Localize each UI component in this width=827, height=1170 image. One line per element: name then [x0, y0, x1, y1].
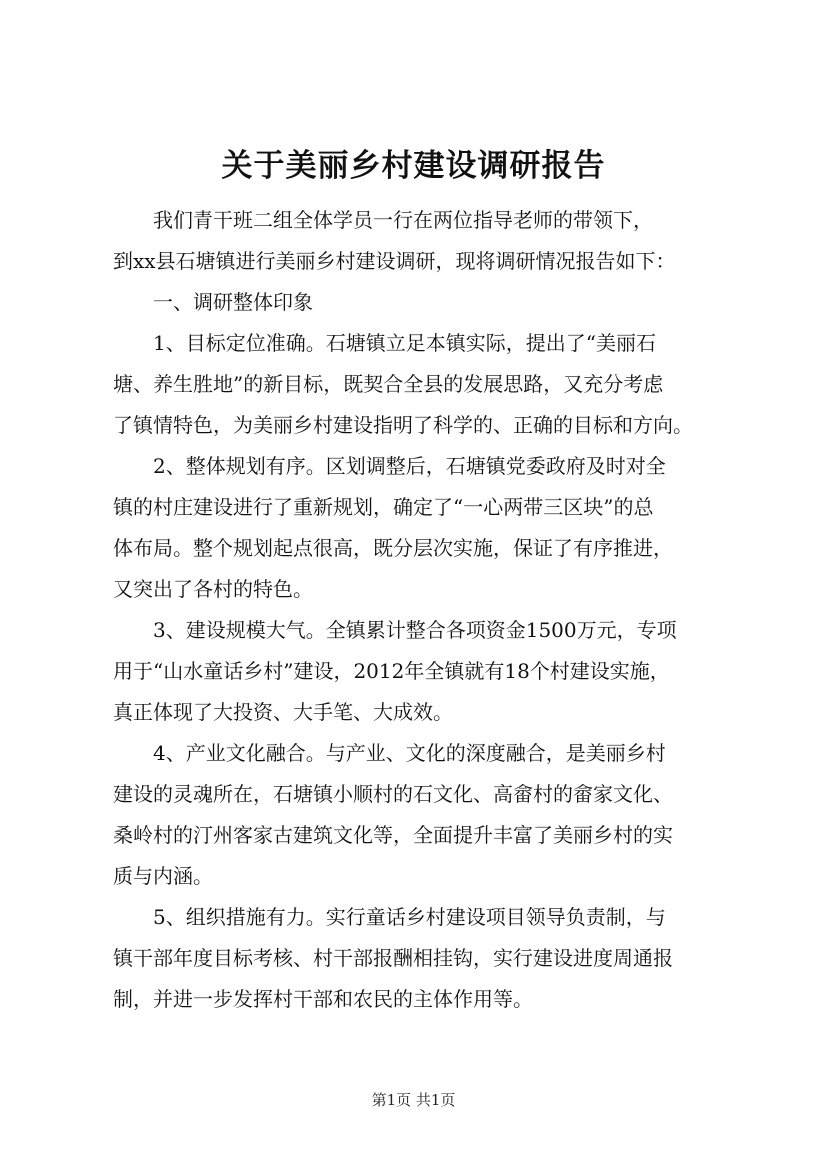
body-line: 1、目标定位准确。石塘镇立足本镇实际，提出了“美丽石 — [153, 331, 656, 355]
body-line: 2、整体规划有序。区划调整后，石塘镇党委政府及时对全 — [153, 454, 666, 478]
body-line: 制，并进一步发挥村干部和农民的主体作用等。 — [113, 987, 533, 1011]
body-line: 镇干部年度目标考核、村干部报酬相挂钩，实行建设进度周通报 — [113, 946, 673, 970]
page-footer: 第1页 共1页 — [371, 1091, 456, 1109]
body-line: 桑岭村的汀州客家古建筑文化等，全面提升丰富了美丽乡村的实 — [113, 823, 673, 847]
body-line: 到xx县石塘镇进行美丽乡村建设调研，现将调研情况报告如下： — [113, 249, 676, 273]
document-title: 关于美丽乡村建设调研报告 — [221, 148, 606, 184]
document-body — [113, 200, 713, 1020]
body-line: 用于“山水童话乡村”建设，2012年全镇就有18个村建设实施， — [113, 659, 670, 683]
body-line: 真正体现了大投资、大手笔、大成效。 — [113, 700, 453, 724]
body-line: 又突出了各村的特色。 — [113, 577, 313, 601]
body-line: 一、调研整体印象 — [153, 290, 313, 314]
body-line: 5、组织措施有力。实行童话乡村建设项目领导负责制，与 — [153, 905, 666, 929]
body-line: 3、建设规模大气。全镇累计整合各项资金1500万元，专项 — [153, 618, 677, 642]
body-line: 了镇情特色，为美丽乡村建设指明了科学的、正确的目标和方向。 — [113, 413, 693, 437]
body-line: 塘、养生胜地”的新目标，既契合全县的发展思路，又充分考虑 — [113, 372, 664, 396]
body-line: 体布局。整个规划起点很高，既分层次实施，保证了有序推进， — [113, 536, 673, 560]
body-line: 4、产业文化融合。与产业、文化的深度融合，是美丽乡村 — [153, 741, 666, 765]
body-line: 镇的村庄建设进行了重新规划，确定了“一心两带三区块”的总 — [113, 495, 654, 519]
body-line: 质与内涵。 — [113, 864, 213, 888]
body-line: 我们青干班二组全体学员一行在两位指导老师的带领下， — [153, 208, 653, 232]
body-line: 建设的灵魂所在，石塘镇小顺村的石文化、高畲村的畲家文化、 — [113, 782, 673, 806]
